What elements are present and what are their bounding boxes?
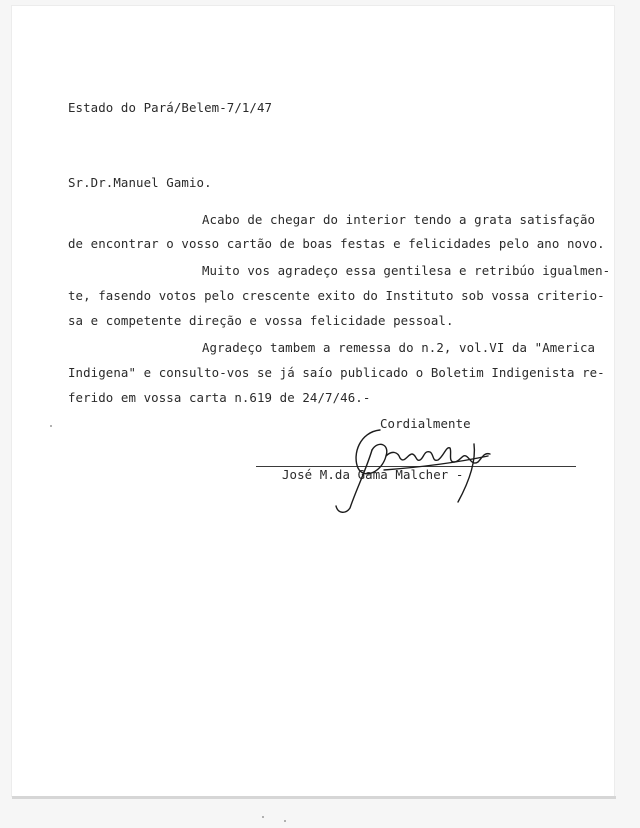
paper-speck: [262, 816, 264, 818]
body-line-4: te, fasendo votos pelo crescente exito do Instituto sob vossa criterio-: [68, 288, 605, 303]
paper-speck: [284, 820, 286, 822]
paper-speck: [50, 425, 52, 427]
body-line-8: ferido em vossa carta n.619 de 24/7/46.-: [68, 390, 371, 405]
place-date-line: Estado do Pará/Belem-7/1/47: [68, 100, 273, 115]
salutation: Sr.Dr.Manuel Gamio.: [68, 175, 212, 190]
sheet-edge-shadow: [12, 796, 616, 799]
signer-name: José M.da Gama Malcher -: [282, 467, 464, 482]
body-line-5: sa e competente direção e vossa felicidade pessoal.: [68, 313, 454, 328]
closing: Cordialmente: [380, 416, 471, 431]
body-line-1: Acabo de chegar do interior tendo a grata satisfação: [202, 212, 596, 227]
body-line-7: Indigena" e consulto-vos se já saío publicado o Boletim Indigenista re-: [68, 365, 605, 380]
handwritten-signature: [320, 410, 520, 520]
body-line-6: Agradeço tambem a remessa do n.2, vol.VI da "America: [202, 340, 596, 355]
body-line-2: de encontrar o vosso cartão de boas festas e felicidades pelo ano novo.: [68, 236, 605, 251]
body-line-3: Muito vos agradeço essa gentilesa e retribúo igualmen-: [202, 263, 611, 278]
